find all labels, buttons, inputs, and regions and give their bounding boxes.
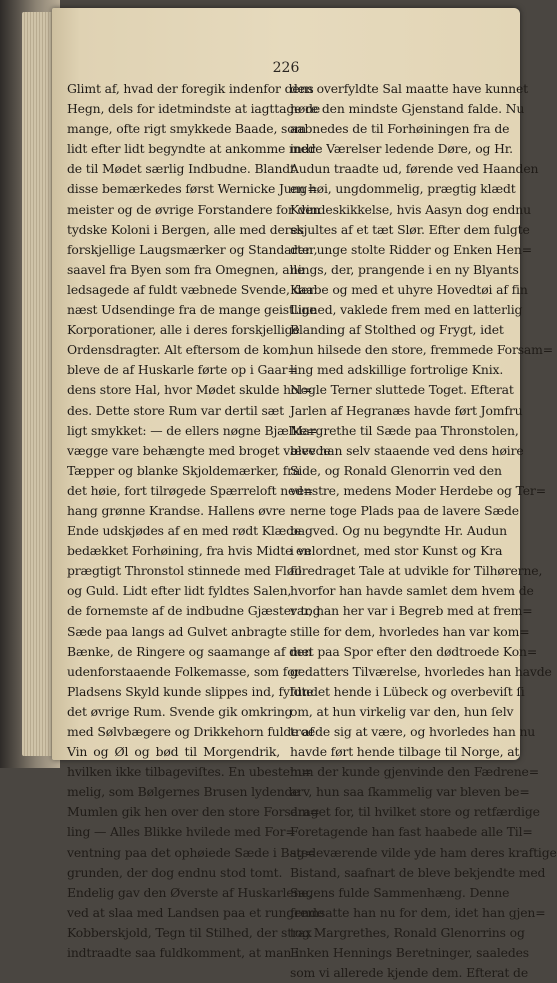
text-line: Enken Hennings Beretninger, saaledes (290, 945, 530, 961)
text-line: gedatters Tilværelse, hvorledes han havde (290, 663, 552, 679)
text-line: Bænke, de Ringere og saamange af den (67, 643, 312, 659)
text-line: ventning paa det ophøiede Sæde i Bag= (67, 844, 315, 860)
text-line: stedeværende vilde yde ham deres kraftige (290, 844, 557, 860)
text-line: og Guld. Lidt efter lidt fyldtes Salen, (67, 583, 292, 599)
text-line: fundet hende i Lübeck og overbeviſt ſi (290, 683, 525, 699)
text-line: Glimt af, hvad der foregik indenfor dens (67, 81, 314, 96)
text-line: troede sig at være, og hvorledes han nu (290, 724, 536, 739)
text-line: Blanding af Stolthed og Frygt, idet (290, 322, 504, 338)
text-line: Endelig gav den Øverste af Huskarlene, (67, 884, 313, 900)
text-line: de til Mødet særlig Indbudne. Blandt (67, 161, 295, 177)
text-line: Nogle Terner sluttede Toget. Efterat (290, 382, 514, 398)
text-line: fremsatte han nu for dem, idet han gjen= (290, 904, 546, 920)
text-line: Kaabe og med et uhyre Hovedtøi af fin (290, 281, 528, 297)
text-line: Kvindeskikkelse, hvis Aasyn dog endnu (290, 201, 531, 217)
text-line: lidt efter lidt begyndte at ankomme med (67, 141, 316, 157)
text-line: bagved. Og nu begyndte Hr. Audun (290, 523, 507, 539)
text-line: hun der kunde gjenvinde den Fædrene= (290, 764, 539, 780)
text-line: skjultes af et tæt Slør. Efter dem fulgte (290, 221, 530, 237)
text-line: ligt smykket: — de ellers nøgne Bjælke= (67, 422, 318, 438)
text-line: saavel fra Byen som fra Omegnen, alle (67, 261, 305, 277)
text-line: de fornemste af de indbudne Gjæster tog (67, 603, 321, 619)
text-line: mange, ofte rigt smykkede Baade, som (67, 121, 307, 137)
text-line: indtraadte saa fuldkomment, at man i (67, 945, 299, 961)
text-line: forskjellige Laugsmærker og Standarter, (67, 241, 318, 257)
text-line: i velordnet, med stor Kunst og Kra (290, 543, 503, 559)
text-line: Sagens fulde Sammenhæng. Denne (290, 884, 510, 900)
text-line: aabnedes de til Forhøiningen fra de (290, 121, 510, 137)
text-line: ved at slaa med Landsen paa et rungende (67, 904, 325, 920)
text-line: Mumlen gik hen over den store Forsam= (67, 804, 320, 820)
text-line: foredraget Tale at udvikle for Tilhørerne, (290, 563, 543, 579)
text-line: Hegn, dels for idetmindste at iagttage de (67, 101, 321, 117)
text-line: Pladsens Skyld kunde slippes ind, fyldte (67, 683, 314, 699)
text-line: tydske Koloni i Bergen, alle med deres (67, 221, 304, 237)
text-column-right (290, 79, 557, 983)
text-line: ling med adskillige fortrolige Knix. (290, 362, 504, 378)
text-line: nerne toge Plads paa de lavere Sæde (290, 502, 519, 518)
text-line: indre Værelser ledende Døre, og Hr. (290, 141, 513, 157)
text-line: om, at hun virkelig var den, hun ſelv (290, 703, 514, 719)
text-line: bedækket Forhøining, fra hvis Midte en (67, 543, 312, 559)
text-line: Tæpper og blanke Skjoldemærker, fra (67, 462, 301, 478)
page-number: 226 (272, 60, 300, 76)
text-line: Linned, vaklede frem med en latterlig (290, 302, 523, 318)
text-line: Side, og Ronald Glenorrin ved den (290, 462, 502, 478)
text-line: næst Udsendinge fra de mange geistlige (67, 302, 317, 318)
text-line: nings, der, prangende i en ny Blyants (290, 261, 519, 277)
text-line: Margrethe til Sæde paa Thronstolen, (290, 422, 519, 438)
text-line: met paa Spor efter den dødtroede Kon= (290, 643, 538, 659)
text-line: Vin og Øl og bød til Morgendrik, (67, 744, 280, 760)
text-line: en høi, ungdommelig, prægtig klædt (290, 181, 516, 197)
text-line: draget for, til hvilket store og retfærdige (290, 804, 540, 820)
text-line: det øvrige Rum. Svende gik omkring (67, 703, 293, 719)
text-line: Kobberskjold, Tegn til Stilhed, der strax (67, 924, 312, 940)
text-line: Jarlen af Hegranæs havde ført Jomfru (290, 402, 523, 418)
text-line: den overfyldte Sal maatte have kunnet (290, 81, 529, 96)
text-line: arv, hun saa ſkammelig var bleven be= (290, 784, 530, 800)
text-line: Foretagende han fast haabede alle Til= (290, 824, 533, 840)
text-line: hang grønne Krandse. Hallens øvre (67, 502, 286, 518)
text-line: ledsagede af fuldt væbnede Svende, der (67, 281, 315, 297)
text-line: des. Dette store Rum var dertil sæt (67, 402, 285, 418)
text-line: den unge stolte Ridder og Enken Hen= (290, 241, 532, 257)
text-line: grunden, der dog endnu stod tomt. (67, 864, 283, 880)
text-line: stille for dem, hvorledes han var kom= (290, 623, 530, 639)
text-line: Korporationer, alle i deres forskjellige (67, 322, 300, 338)
text-line: meister og de øvrige Forstandere for den (67, 201, 321, 217)
text-line: havde ført hende tilbage til Norge, at (290, 744, 520, 760)
text-line: var, han her var i Begreb med at frem= (290, 603, 533, 619)
text-line: prægtigt Thronstol stinnede med Fløil (67, 563, 302, 579)
text-line: udenforstaaende Folkemasse, som for (67, 663, 301, 679)
text-line: Sæde paa langs ad Gulvet anbragte (67, 623, 287, 639)
text-line: Audun traadte ud, førende ved Haanden (290, 161, 539, 177)
text-line: høre den mindste Gjenstand falde. Nu (290, 101, 525, 117)
text-column-left (67, 79, 331, 963)
text-line: vægge vare behængte med broget vævede (67, 442, 331, 458)
text-line: det høie, fort tilrøgede Spærreloft ned= (67, 482, 314, 498)
text-line: tog Margrethes, Ronald Glenorrins og (290, 924, 525, 940)
text-line: som vi allerede kjende dem. Efterat de (290, 965, 529, 981)
text-line: hvilken ikke tilbageviſtes. En ubestem= (67, 764, 312, 780)
text-line: blev han selv staaende ved dens høire (290, 442, 524, 458)
text-line: dens store Hal, hvor Mødet skulde hol= (67, 382, 313, 398)
text-line: hvorfor han havde samlet dem hvem de (290, 583, 534, 599)
text-line: melig, som Bølgernes Brusen lydende (67, 784, 300, 800)
text-line: hun hilsede den store, fremmede Forsam= (290, 342, 553, 358)
text-line: bleve de af Huskarle førte op i Gaar= (67, 362, 298, 378)
text-line: Ordensdragter. Alt eftersom de kom, (67, 342, 293, 358)
text-line: med Sølvbægere og Drikkehorn fulde af (67, 724, 314, 739)
text-line: disse bemærkedes først Wernicke Jung= (67, 181, 318, 197)
text-line: Bistand, saafnart de blevе bekjendte med (290, 864, 546, 880)
text-line: Ende udskjødes af en med rødt Klæde (67, 523, 302, 539)
text-line: venstre, medens Moder Herdebe og Ter= (290, 482, 546, 498)
text-line: ling — Alles Blikke hvilede med For= (67, 824, 296, 840)
